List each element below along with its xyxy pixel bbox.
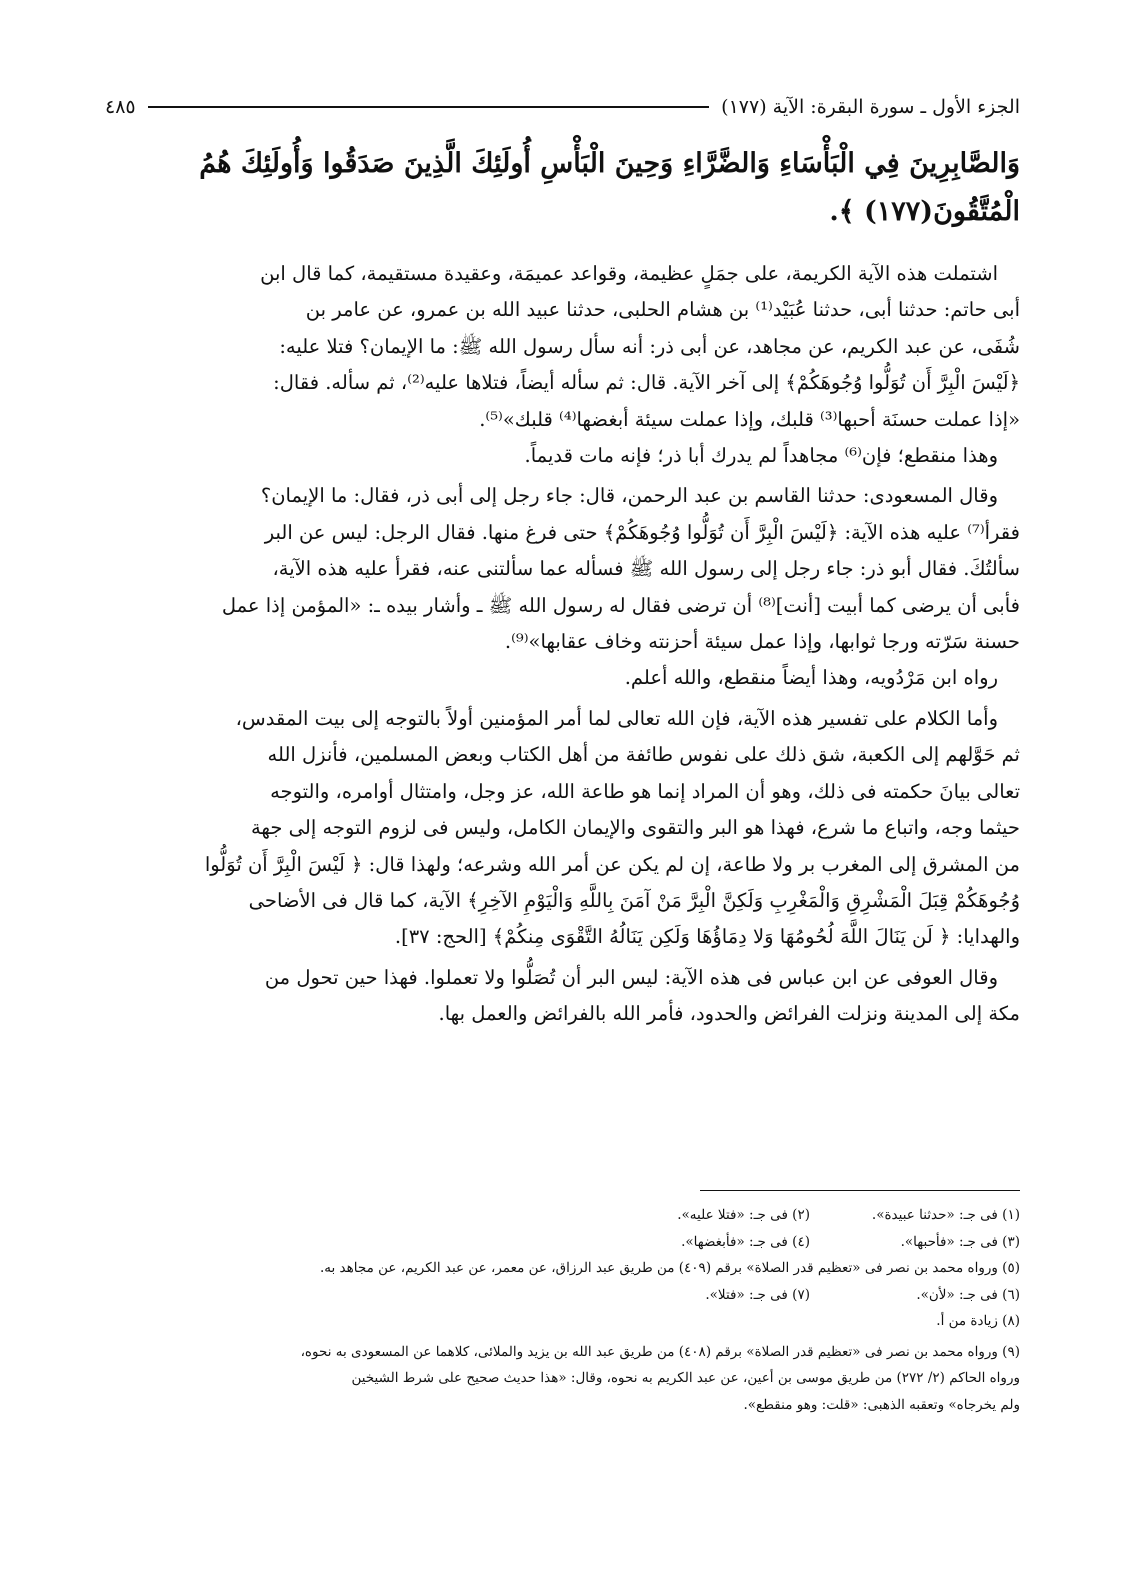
body-line: «إذا عملت حسنَة أحبها⁽³⁾ قلبك، وإذا عملت سيئة أبغضها⁽⁴⁾ قلبك»⁽⁵⁾. bbox=[479, 407, 1020, 431]
footnote-5: (٥) ورواه محمد بن نصر فى «تعظيم قدر الصلاة» برقم (٤٠٩) من طريق عبد الرزاق، عن معمر، عن عبد الكريم، عن مجاهد به. bbox=[319, 1260, 1020, 1276]
body-line: والهدايا: ﴿ لَن يَنَالَ اللَّهَ لُحُومُهَا وَلا دِمَاؤُهَا وَلَكِن يَنَالُهُ التَّقْوَى مِنكُمْ﴾ [الحج: ٣٧]. bbox=[394, 925, 1020, 949]
footnote-6: (٦) فى جـ: «لأن». bbox=[916, 1286, 1020, 1303]
footnotes bbox=[105, 1202, 1020, 1418]
page-number: ٤٨٥ bbox=[105, 96, 136, 118]
footnote-8: (٨) زيادة من أ. bbox=[936, 1313, 1020, 1329]
verse-line-1: وَالصَّابِرِينَ فِي الْبَأْسَاءِ وَالضَّرَّاءِ وَحِينَ الْبَأْسِ أُولَئِكَ الَّذِينَ صَدَقُوا وَأُولَئِكَ هُمُ bbox=[199, 148, 1020, 179]
commentary-body bbox=[105, 256, 1020, 1033]
body-line: حسنة سَرّته ورجا ثوابها، وإذا عمل سيئة أحزنته وخاف عقابها»⁽⁹⁾. bbox=[504, 630, 1020, 654]
body-line: وقال المسعودى: حدثنا القاسم بن عبد الرحمن، قال: جاء رجل إلى أبى ذر، فقال: ما الإيمان؟ bbox=[260, 484, 998, 508]
body-line: ﴿لَيْسَ الْبِرَّ أَن تُوَلُّوا وُجُوهَكُمْ﴾ إلى آخر الآية. قال: ثم سأله أيضاً، فتلاها عليه⁽²⁾، ثم سأله. فقال: bbox=[273, 371, 1020, 395]
footnote-row bbox=[105, 1229, 1020, 1256]
body-line: شُفَى، عن عبد الكريم، عن مجاهد، عن أبى ذر: أنه سأل رسول الله ﷺ: ما الإيمان؟ فتلا عليه: bbox=[279, 334, 1020, 358]
footnote-row bbox=[105, 1202, 1020, 1229]
body-line: أبى حاتم: حدثنا أبى، حدثنا عُبَيْد⁽¹⁾ بن هشام الحلبى، حدثنا عبيد الله بن عمرو، عن عامر بن bbox=[305, 298, 1020, 322]
footnote-separator bbox=[700, 1190, 1020, 1191]
footnote-9: (٩) ورواه محمد بن نصر فى «تعظيم قدر الصلاة» برقم (٤٠٨) من طريق عبد الله بن يزيد والملائى، كلاهما عن المسعودى به نحوه، bbox=[300, 1343, 1020, 1360]
verse-line-2: الْمُتَّقُونَ(١٧٧) ﴾. bbox=[829, 196, 1020, 227]
body-line: وُجُوهَكُمْ قِبَلَ الْمَشْرِقِ وَالْمَغْرِبِ وَلَكِنَّ الْبِرَّ مَنْ آمَنَ بِاللَّهِ وَالْيَوْمِ الآخِرِ﴾ الآية، كما قال فى الأضاحى bbox=[248, 888, 1020, 912]
quran-verse bbox=[105, 140, 1020, 236]
footnote-4: (٤) فى جـ: «فأبغضها». bbox=[681, 1233, 810, 1250]
footnote-2: (٢) فى جـ: «فتلا عليه». bbox=[677, 1207, 810, 1223]
header-title: الجزء الأول ـ سورة البقرة: الآية (١٧٧) bbox=[721, 96, 1020, 118]
header-rule bbox=[148, 106, 710, 108]
running-header bbox=[105, 92, 1020, 122]
body-line: تعالى بيانَ حكمته فى ذلك، وهو أن المراد إنما هو طاعة الله، عز وجل، وامتثال أوامره، والتوجه bbox=[270, 779, 1020, 803]
body-line: فقرأ⁽⁷⁾ عليه هذه الآية: ﴿لَيْسَ الْبِرَّ أَن تُوَلُّوا وُجُوهَكُمْ﴾ حتى فرغ منها. فقال الرجل: ليس عن البر bbox=[264, 520, 1020, 544]
body-line: رواه ابن مَرْدُويه، وهذا أيضاً منقطع، والله أعلم. bbox=[624, 666, 998, 690]
body-line: حيثما وجه، واتباع ما شرع، فهذا هو البر والتقوى والإيمان الكامل، وليس فى لزوم التوجه إلى جهة bbox=[250, 816, 1020, 840]
footnote-9-continued: ورواه الحاكم (٢/ ٢٧٢) من طريق موسى بن أعين، عن عبد الكريم به نحوه، وقال: «هذا حديث صحيح على شرط الشيخين bbox=[351, 1370, 1020, 1386]
body-line: سألتُكَ. فقال أبو ذر: جاء رجل إلى رسول الله ﷺ فسأله عما سألتنى عنه، فقرأ عليه هذه الآية، bbox=[272, 557, 1020, 581]
footnote-3: (٣) فى جـ: «فأحبها». bbox=[900, 1233, 1020, 1250]
footnote-1: (١) فى جـ: «حدثنا عبيدة». bbox=[871, 1207, 1020, 1223]
body-line: من المشرق إلى المغرب بر ولا طاعة، إن لم يكن عن أمر الله وشرعه؛ ولهذا قال: ﴿ لَيْسَ الْبِرَّ أَن تُوَلُّوا bbox=[204, 852, 1020, 876]
footnote-9-continued: ولم يخرجاه» وتعقبه الذهبى: «قلت: وهو منقطع». bbox=[743, 1396, 1020, 1413]
body-line: وهذا منقطع؛ فإن⁽⁶⁾ مجاهداً لم يدرك أبا ذر؛ فإنه مات قديماً. bbox=[524, 444, 998, 468]
body-line: وأما الكلام على تفسير هذه الآية، فإن الله تعالى لما أمر المؤمنين أولاً بالتوجه إلى بيت المقدس، bbox=[235, 706, 998, 730]
body-line: فأبى أن يرضى كما أبيت [أنت]⁽⁸⁾ أن ترضى فقال له رسول الله ﷺ ـ وأشار بيده ـ: «المؤمن إذا عمل bbox=[221, 593, 1020, 617]
footnote-7: (٧) فى جـ: «فتلا». bbox=[705, 1286, 810, 1303]
footnote-row bbox=[105, 1282, 1020, 1309]
body-line: اشتملت هذه الآية الكريمة، على جمَلٍ عظيمة، وقواعد عميمَة، وعقيدة مستقيمة، كما قال ابن bbox=[260, 262, 998, 285]
body-line: وقال العوفى عن ابن عباس فى هذه الآية: ليس البر أن تُصَلُّوا ولا تعملوا. فهذا حين تحول من bbox=[264, 965, 998, 989]
body-line: مكة إلى المدينة ونزلت الفرائض والحدود، فأمر الله بالفرائض والعمل بها. bbox=[438, 1002, 1020, 1026]
body-line: ثم حَوَّلهم إلى الكعبة، شق ذلك على نفوس طائفة من أهل الكتاب وبعض المسلمين، فأنزل الله bbox=[267, 743, 1020, 767]
